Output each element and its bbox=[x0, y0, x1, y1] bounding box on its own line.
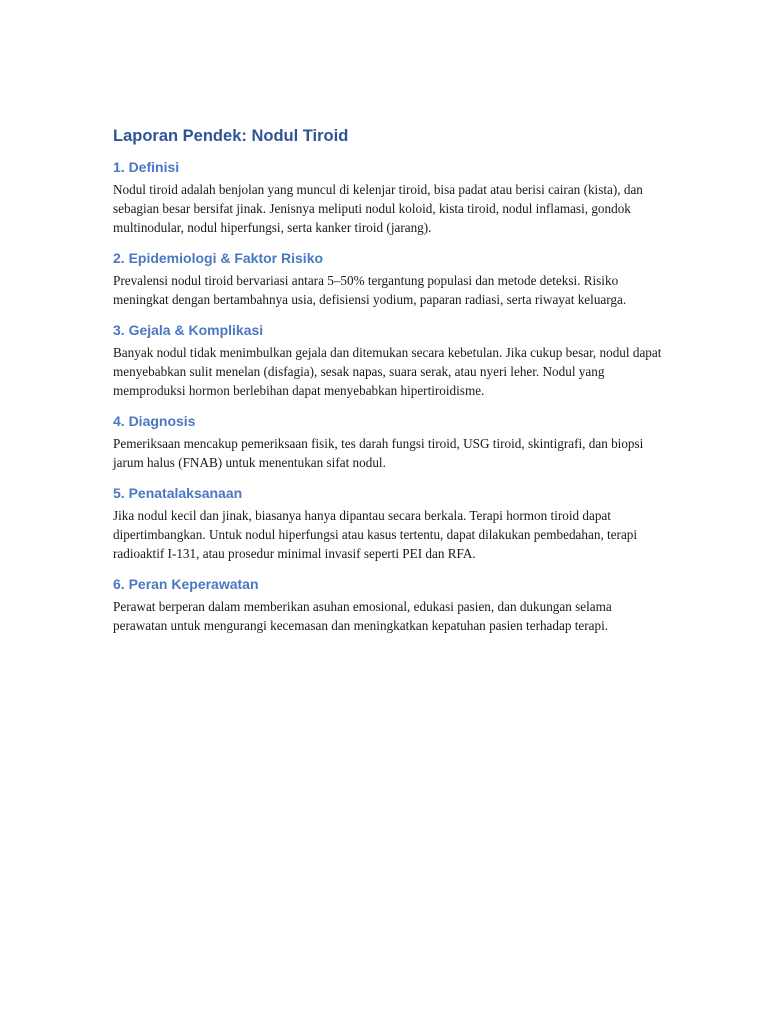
section-body: Prevalensi nodul tiroid bervariasi antara 5–50% tergantung populasi dan metode deteksi. Risiko meningkat dengan bertambahnya usia, defisiensi yodium, paparan radiasi, serta riwayat keluarga. bbox=[113, 273, 627, 307]
section-heading: 2. Epidemiologi & Faktor Risiko bbox=[113, 250, 324, 266]
section-heading: 4. Diagnosis bbox=[113, 413, 196, 429]
section-gejala bbox=[113, 321, 668, 400]
section-heading: 5. Penatalaksanaan bbox=[113, 485, 243, 501]
section-penatalaksanaan bbox=[113, 484, 668, 563]
document-title: Laporan Pendek: Nodul Tiroid bbox=[113, 127, 349, 145]
section-peran-keperawatan bbox=[113, 575, 668, 635]
section-body: Jika nodul kecil dan jinak, biasanya hanya dipantau secara berkala. Terapi hormon tiroid dapat dipertimbangkan. Untuk nodul hiperfungsi atau kasus tertentu, dapat dilakukan pembedahan, terapi radioaktif I-131, atau prosedur minimal invasif seperti PEI dan RFA. bbox=[113, 508, 638, 561]
section-body: Banyak nodul tidak menimbulkan gejala dan ditemukan secara kebetulan. Jika cukup besar, nodul dapat menyebabkan sulit menelan (disfagia), sesak napas, suara serak, atau nyeri leher. Nodul yang memproduksi hormon berlebihan dapat menyebabkan hipertiroidisme. bbox=[113, 345, 662, 398]
section-heading: 6. Peran Keperawatan bbox=[113, 576, 259, 592]
section-epidemiologi bbox=[113, 249, 668, 309]
section-heading: 1. Definisi bbox=[113, 159, 180, 175]
section-body: Nodul tiroid adalah benjolan yang muncul di kelenjar tiroid, bisa padat atau berisi cairan (kista), dan sebagian besar bersifat jinak. Jenisnya meliputi nodul koloid, kista tiroid, nodul inflamasi, gondok multinodular, nodul hiperfungsi, serta kanker tiroid (jarang). bbox=[113, 182, 643, 235]
section-body: Perawat berperan dalam memberikan asuhan emosional, edukasi pasien, dan dukungan selama perawatan untuk mengurangi kecemasan dan meningkatkan kepatuhan pasien terhadap terapi. bbox=[113, 599, 612, 633]
section-body: Pemeriksaan mencakup pemeriksaan fisik, tes darah fungsi tiroid, USG tiroid, skintigrafi, dan biopsi jarum halus (FNAB) untuk menentukan sifat nodul. bbox=[113, 436, 644, 470]
section-definisi bbox=[113, 158, 668, 237]
section-heading: 3. Gejala & Komplikasi bbox=[113, 322, 264, 338]
section-diagnosis bbox=[113, 412, 668, 472]
